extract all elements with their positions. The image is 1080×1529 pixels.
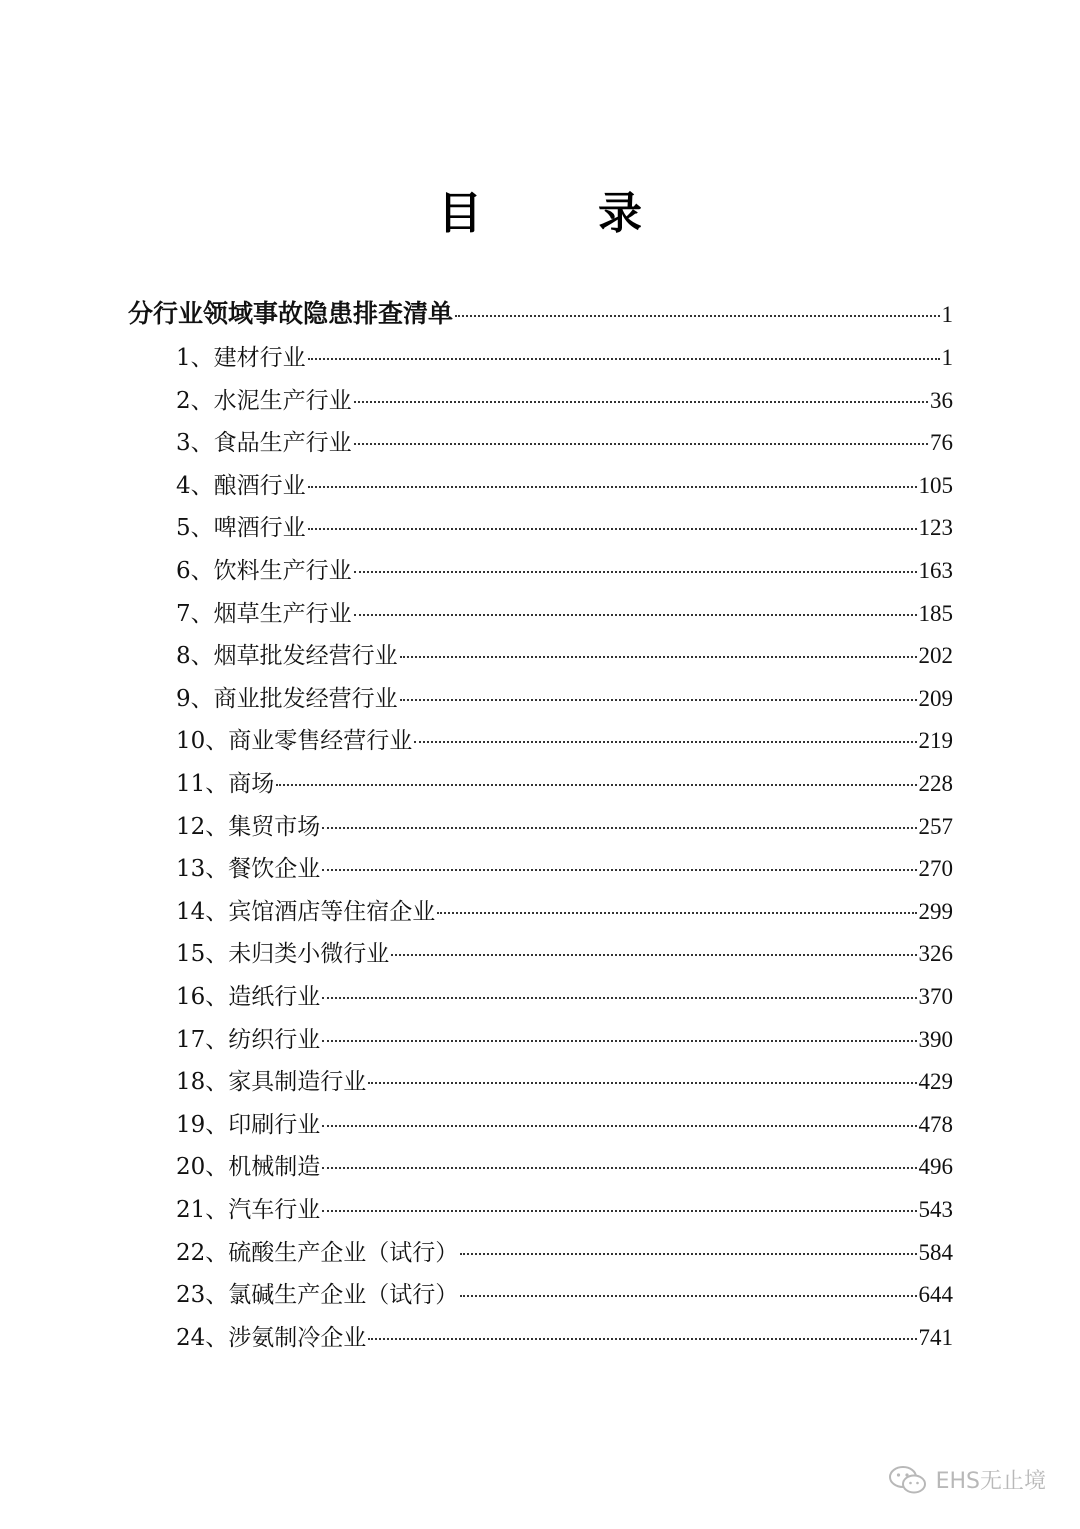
toc-item-page: 543 [918,1197,953,1222]
toc-item-page: 644 [918,1282,953,1308]
toc-item-page: 584 [918,1239,953,1265]
toc-item[interactable] [176,381,953,421]
toc-item[interactable] [176,849,953,889]
page-title: 目 录 [438,188,678,239]
toc-item-label: 17、纺织行业 [176,1026,321,1053]
toc-leader-dots [368,1338,916,1340]
toc-item-page: 219 [918,728,953,754]
toc-leader-dots [322,869,916,871]
toc-item[interactable] [176,551,953,591]
toc-item[interactable] [176,1190,953,1230]
toc-section[interactable] [128,294,953,334]
toc-item-label: 4、酿酒行业 [176,472,306,499]
toc-item[interactable] [176,1020,953,1060]
wechat-icon [888,1465,928,1495]
toc-section-label: 分行业领域事故隐患排查清单 [128,299,454,328]
toc-item[interactable] [176,807,953,847]
toc-item-label: 19、印刷行业 [176,1111,321,1138]
toc-leader-dots [354,443,928,445]
toc-item-page: 370 [918,984,953,1009]
toc-item-page: 390 [918,1026,953,1052]
toc-item-page: 202 [918,643,953,669]
toc-item-label: 20、机械制造 [176,1154,321,1181]
toc-item-page: 123 [918,515,953,541]
toc-item[interactable] [176,594,953,634]
toc-leader-dots [322,1167,916,1169]
toc-item-page: 105 [918,472,953,498]
toc-item-page: 326 [918,941,953,967]
toc-item[interactable] [176,1062,953,1102]
toc-leader-dots [460,1253,916,1255]
toc-item-label: 13、餐饮企业 [176,856,321,883]
toc-item-label: 16、造纸行业 [176,984,321,1010]
toc-item[interactable] [176,892,953,932]
toc-item-page: 741 [918,1324,953,1350]
toc-item-label: 9、商业批发经营行业 [176,685,398,712]
toc-section-page: 1 [941,302,953,327]
toc-item-label: 15、未归类小微行业 [176,941,390,968]
toc-leader-dots [455,315,939,317]
toc-item-label: 11、商场 [176,771,275,797]
toc-leader-dots [322,1210,916,1212]
toc-leader-dots [354,614,917,616]
toc-leader-dots [354,571,917,573]
toc-item[interactable] [176,977,953,1017]
toc-leader-dots [308,528,917,530]
toc-leader-dots [308,358,940,360]
toc-item-label: 12、集贸市场 [176,813,321,840]
toc-item-page: 496 [918,1154,953,1180]
toc-leader-dots [437,912,916,914]
toc-item-label: 10、商业零售经营行业 [176,728,413,755]
toc-item-label: 8、烟草批发经营行业 [176,643,398,670]
toc-item-label: 2、水泥生产行业 [176,387,352,414]
toc-item[interactable] [176,679,953,719]
toc-leader-dots [354,401,928,403]
toc-item-label: 18、家具制造行业 [176,1069,367,1096]
toc-item[interactable] [176,338,953,378]
toc-leader-dots [400,656,917,658]
toc-item-label: 22、硫酸生产企业（试行） [176,1239,459,1266]
toc-item-page: 257 [918,813,953,839]
toc-leader-dots [276,784,916,786]
toc-leader-dots [414,741,916,743]
toc-leader-dots [391,954,916,956]
toc-item-label: 3、食品生产行业 [176,430,352,457]
toc-item[interactable] [176,466,953,506]
toc-leader-dots [368,1082,916,1084]
toc-item-label: 23、氯碱生产企业（试行） [176,1282,459,1309]
toc-item-page: 185 [918,600,953,626]
watermark-text: EHS无止境 [935,1469,1046,1494]
toc-leader-dots [322,1040,916,1042]
toc-item-page: 429 [918,1069,953,1095]
toc-item-page: 36 [930,387,953,413]
toc-item-page: 163 [918,558,953,583]
toc-item-label: 5、啤酒行业 [176,515,306,542]
toc-item-page: 228 [918,771,953,796]
watermark [888,1464,1046,1495]
toc-leader-dots [322,997,916,999]
toc-item-label: 7、烟草生产行业 [176,600,352,627]
toc-item-label: 24、涉氨制冷企业 [176,1324,367,1351]
toc-item[interactable] [176,764,953,804]
toc-item-page: 76 [930,430,953,456]
toc-leader-dots [400,699,917,701]
toc-item[interactable] [176,1275,953,1315]
toc-leader-dots [322,827,916,829]
toc-item[interactable] [176,1147,953,1187]
toc-item[interactable] [176,721,953,761]
toc-item-page: 1 [941,345,953,370]
toc-item-page: 478 [918,1111,953,1137]
toc-item[interactable] [176,934,953,974]
toc-item-label: 14、宾馆酒店等住宿企业 [176,898,436,925]
toc-leader-dots [460,1295,916,1297]
toc-item[interactable] [176,423,953,463]
toc-item[interactable] [176,508,953,548]
toc-item-label: 1、建材行业 [176,345,306,371]
toc-item[interactable] [176,1233,953,1273]
toc-item[interactable] [176,1105,953,1145]
toc-item-page: 299 [918,898,953,924]
toc-leader-dots [322,1125,916,1127]
toc-item-label: 6、饮料生产行业 [176,558,352,584]
toc-item-page: 209 [918,685,953,711]
toc-item-label: 21、汽车行业 [176,1197,321,1223]
toc-leader-dots [308,486,917,488]
toc-item-page: 270 [918,856,953,882]
toc-item[interactable] [176,636,953,676]
toc-item[interactable] [176,1318,953,1358]
